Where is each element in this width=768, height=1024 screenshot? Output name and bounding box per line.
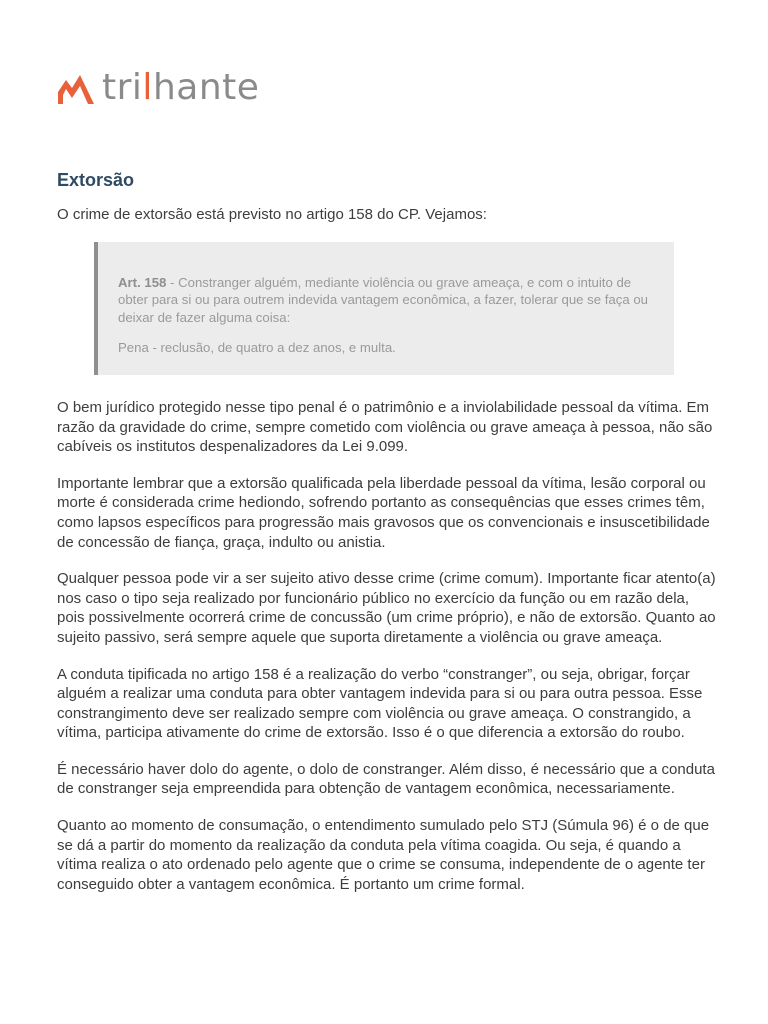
- brand-wordmark: [102, 66, 259, 110]
- law-quote-text: [118, 274, 648, 327]
- brand-suffix: hante: [152, 67, 260, 108]
- law-article-text: - Constranger alguém, mediante violência ou grave ameaça, e com o intuito de obter para si ou para outrem indevida vantagem econômica, a fazer, tolerar que se faça ou deixar de fazer alguma coisa:: [118, 274, 649, 325]
- article-title: Extorsão: [57, 170, 135, 190]
- law-penalty: Pena - reclusão, de quatro a dez anos, e multa.: [118, 340, 396, 356]
- law-article-ref: Art. 158: [118, 274, 167, 290]
- paragraph: Qualquer pessoa pode vir a ser sujeito ativo desse crime (crime comum). Importante ficar atento(a) nos caso o tipo seja realizado por funcionário público no exercício da função ou em razão dela, pois possivelmente ocorrerá crime de concussão (um crime próprio), e não de extorsão. Quanto ao sujeito passivo, será sempre aquele que suporta diretamente a violência ou grave ameaça.: [57, 570, 716, 646]
- brand-accent: l: [142, 67, 153, 108]
- brand-prefix: tri: [102, 67, 143, 108]
- paragraph: A conduta tipificada no artigo 158 é a realização do verbo “constranger”, ou seja, obrigar, forçar alguém a realizar uma conduta para obter vantagem indevida para si ou para outra pessoa. Esse constrangimento deve ser realizado sempre com violência ou grave ameaça. O constrangido, a vítima, participa ativamente do crime de extorsão. Isso é o que diferencia a extorsão do roubo.: [57, 665, 703, 742]
- article-intro: O crime de extorsão está previsto no artigo 158 do CP. Vejamos:: [57, 206, 487, 223]
- article-body: [57, 168, 717, 911]
- brand-logo: [56, 66, 259, 110]
- paragraph: É necessário haver dolo do agente, o dolo de constranger. Além disso, é necessário que a conduta de constranger seja empreendida para obtenção de vantagem econômica, necessariamente.: [57, 760, 715, 798]
- law-quote: [94, 242, 674, 375]
- paragraph: O bem jurídico protegido nesse tipo penal é o patrimônio e a inviolabilidade pessoal da vítima. Em razão da gravidade do crime, sempre cometido com violência ou grave ameaça à pessoa, não são cabíveis os institutos despenalizadores da Lei 9.099.: [57, 398, 713, 456]
- mountain-icon: [56, 72, 96, 106]
- paragraph: Importante lembrar que a extorsão qualificada pela liberdade pessoal da vítima, lesão corporal ou morte é considerada crime hediondo, sofrendo portanto as consequências que esses crimes têm, como lapsos específicos para progressão mais gravosos que os convencionais e insuscetibilidade de concessão de fiança, graça, indulto ou anistia.: [57, 474, 710, 551]
- paragraph: Quanto ao momento de consumação, o entendimento sumulado pelo STJ (Súmula 96) é o de que se dá a partir do momento da realização da conduta pela vítima coagida. Ou seja, é quando a vítima realiza o ato ordenado pelo agente que o crime se consuma, independente de o agente ter conseguido obter a vantagem econômica. É portanto um crime formal.: [57, 817, 710, 893]
